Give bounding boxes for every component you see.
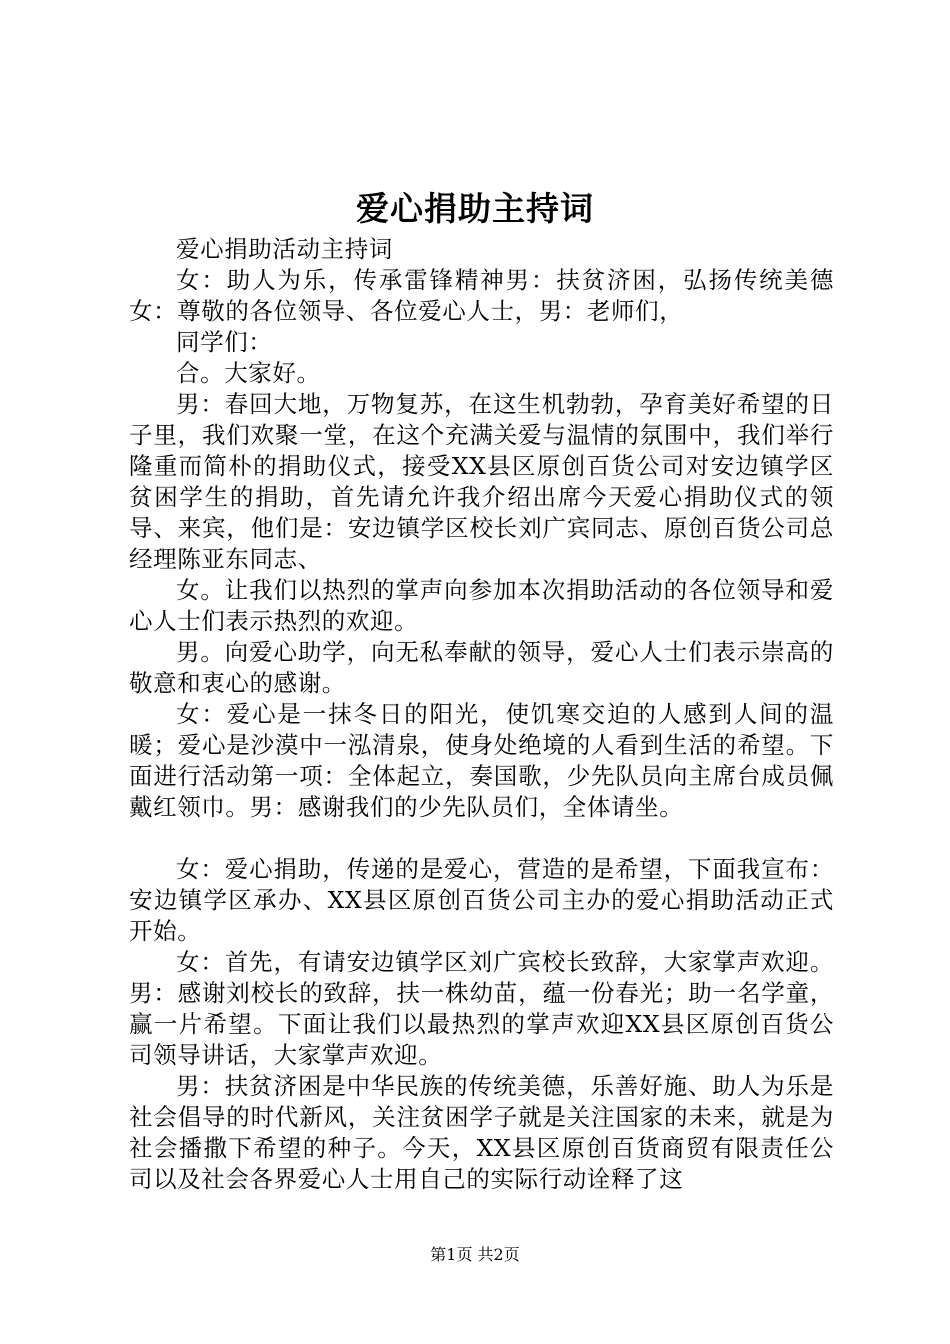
paragraph: 男：春回大地，万物复苏，在这生机勃勃，孕育美好希望的日子里，我们欢聚一堂，在这个充满关爱与温情的氛围中，我们举行隆重而简朴的捐助仪式，接受XX县区原创百货公司对安边镇学区贫困学生的捐助，首先请允许我介绍出席今天爱心捐助仪式的领导、来宾，他们是：安边镇学区校长刘广宾同志、原创百货公司总经理陈亚东同志、 <box>129 390 834 573</box>
document-body <box>129 234 834 1195</box>
paragraph: 女：助人为乐，传承雷锋精神男：扶贫济困，弘扬传统美德女：尊敬的各位领导、各位爱心人士，男：老师们， <box>129 266 834 325</box>
paragraph: 爱心捐助活动主持词 <box>176 235 393 263</box>
paragraph: 女：爱心是一抹冬日的阳光，使饥寒交迫的人感到人间的温暖；爱心是沙漠中一泓清泉，使身处绝境的人看到生活的希望。下面进行活动第一项：全体起立，奏国歌，少先队员向主席台成员佩戴红领巾。男：感谢我们的少先队员们，全体请坐。 <box>129 700 834 821</box>
page-indicator: 第1页 共2页 <box>430 1245 520 1264</box>
blank-line <box>129 823 834 854</box>
paragraph: 女：爱心捐助，传递的是爱心，营造的是希望，下面我宣布：安边镇学区承办、XX县区原创百货公司主办的爱心捐助活动正式开始。 <box>129 855 834 945</box>
paragraph: 合。大家好。 <box>176 359 321 387</box>
document-title: 爱心捐助主持词 <box>356 189 594 228</box>
paragraph: 男：扶贫济困是中华民族的传统美德，乐善好施、助人为乐是社会倡导的时代新风，关注贫困学子就是关注国家的未来，就是为社会播撒下希望的种子。今天，XX县区原创百货商贸有限责任公司以及社会各界爱心人士用自己的实际行动诠释了这 <box>129 1072 834 1193</box>
paragraph: 女：首先，有请安边镇学区刘广宾校长致辞，大家掌声欢迎。男：感谢刘校长的致辞，扶一株幼苗，蕴一份春光；助一名学童，赢一片希望。下面让我们以最热烈的掌声欢迎XX县区原创百货公司领导讲话，大家掌声欢迎。 <box>129 948 834 1069</box>
page-footer <box>0 1244 950 1266</box>
paragraph: 同学们： <box>176 328 273 356</box>
paragraph: 女。让我们以热烈的掌声向参加本次捐助活动的各位领导和爱心人士们表示热烈的欢迎。 <box>129 576 834 635</box>
paragraph: 男。向爱心助学，向无私奉献的领导，爱心人士们表示崇高的敬意和衷心的感谢。 <box>129 638 834 697</box>
